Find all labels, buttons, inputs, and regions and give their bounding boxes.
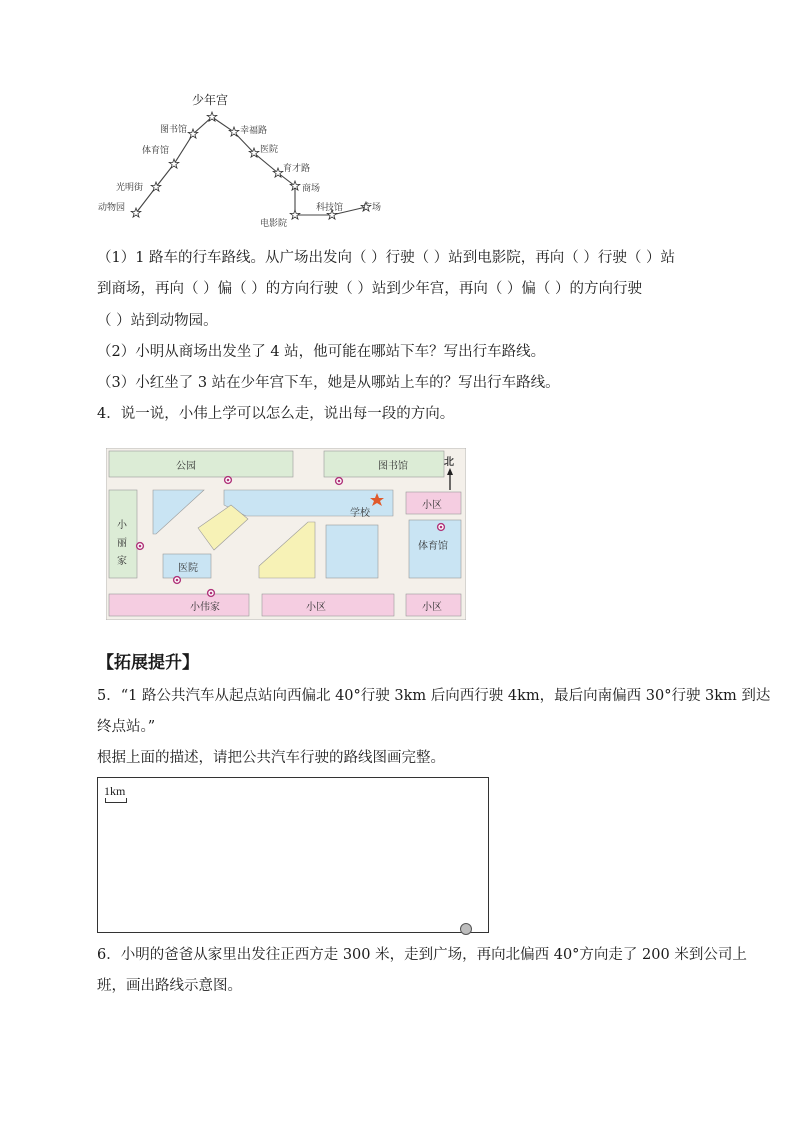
label-tiyuguan: 体育馆 — [142, 146, 170, 156]
q4-text: 4．说一说，小伟上学可以怎么走，说出每一段的方向。 — [97, 406, 455, 422]
start-point-icon — [460, 923, 472, 935]
label-hospital: 医院 — [178, 563, 198, 574]
label-school: 学校 — [350, 508, 370, 519]
star-tiyuguan — [169, 159, 179, 168]
q3-part1-line3: （ ）站到动物园。 — [97, 313, 218, 329]
q5-line2: 终点站。” — [97, 719, 156, 735]
drawing-box[interactable] — [97, 777, 489, 933]
q3-part1-line2: 到商场，再向（ ）偏（ ）的方向行驶（ ）站到少年宫，再向（ ）偏（ ）的方向行驶 — [97, 281, 643, 297]
q3-part2: （2）小明从商场出发坐了 4 站，他可能在哪站下车？写出行车路线。 — [97, 344, 546, 360]
label-guangmingjie: 光明街 — [116, 183, 144, 193]
label-community-bottom-mid: 小区 — [306, 602, 326, 613]
label-library: 图书馆 — [378, 461, 408, 472]
label-kejiguan: 科技馆 — [316, 203, 344, 213]
label-north: 北 — [444, 457, 454, 468]
street-map — [106, 448, 466, 620]
block-blue-mid — [326, 525, 378, 578]
label-guangchang: 广场 — [363, 203, 382, 213]
label-yiyuan: 医院 — [260, 145, 279, 155]
q5-line1: 5．“1 路公共汽车从起点站向西偏北 40°行驶 3km 后向西行驶 4km，最后向南偏西 30°行驶 3km 到达 — [97, 688, 771, 704]
label-dianyingyuan: 电影院 — [260, 219, 288, 229]
q5-line3: 根据上面的描述，请把公共汽车行驶的路线图画完整。 — [97, 750, 445, 766]
q6-line1: 6．小明的爸爸从家里出发往正西方走 300 米，走到广场，再向北偏西 40°方向走了 200 米到公司上 — [97, 947, 747, 963]
label-shangchang: 商场 — [302, 184, 321, 194]
scale-bar — [105, 798, 127, 803]
label-xiaowei: 小伟家 — [190, 602, 220, 613]
block-xiaowei — [109, 594, 249, 616]
label-yucailu: 育才路 — [283, 164, 311, 174]
scale-label: 1km — [104, 784, 126, 798]
q3-part3: （3）小红坐了 3 站在少年宫下车，她是从哪站上车的？写出行车路线。 — [97, 375, 560, 391]
label-dongwuyuan: 动物园 — [98, 203, 126, 213]
section-heading: 【拓展提升】 — [97, 653, 199, 673]
star-dianyingyuan — [290, 210, 300, 219]
label-gym: 体育馆 — [418, 541, 448, 552]
label-park: 公园 — [176, 461, 196, 472]
label-community-bottom-right: 小区 — [422, 602, 442, 613]
route-map — [80, 80, 400, 230]
label-community-top: 小区 — [422, 500, 442, 511]
label-xiaoli-1: 小 — [117, 520, 127, 531]
q3-part1-line1: （1）1 路车的行车路线。从广场出发向（ ）行驶（ ）站到电影院，再向（ ）行驶（ ）站 — [97, 250, 675, 266]
label-xiaoli-3: 家 — [117, 556, 127, 567]
label-xiaoli-2: 丽 — [117, 538, 127, 549]
block-community-bottom-mid — [262, 594, 394, 616]
q6-line2: 班，画出路线示意图。 — [97, 978, 242, 994]
label-xingfulu: 幸福路 — [240, 126, 268, 136]
block-park — [109, 451, 293, 477]
map-title: 少年宫 — [192, 93, 229, 107]
label-tushuguan: 图书馆 — [160, 125, 188, 135]
